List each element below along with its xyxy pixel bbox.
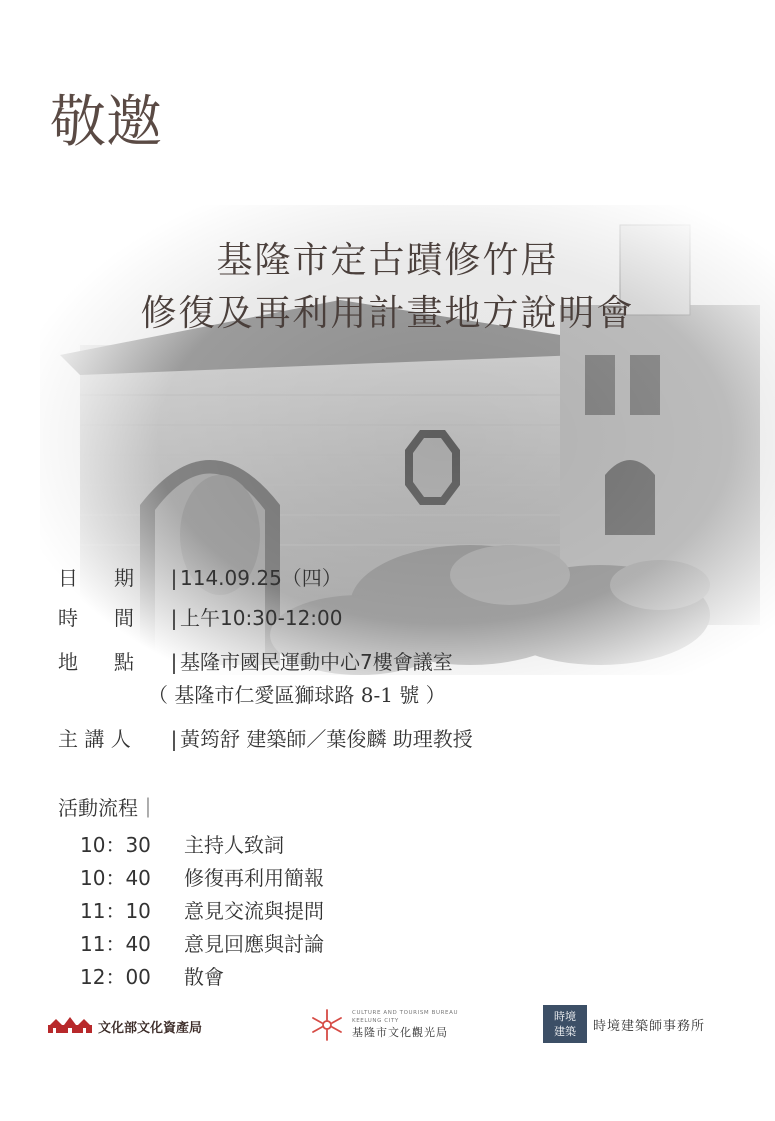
date-value: 114.09.25（四） [180, 566, 342, 590]
schedule-event: 意見回應與討論 [184, 932, 324, 956]
place-address: （ 基隆市仁愛區獅球路 8-1 號 ） [148, 683, 446, 707]
schedule-item [80, 863, 324, 893]
heritage-building-icon [48, 1016, 92, 1036]
time-value: 上午10:30-12:00 [180, 606, 343, 630]
date-label-b: 期 [114, 566, 134, 590]
bureau-english-city: KEELUNG CITY [352, 1018, 399, 1024]
bureau-chinese-name: 基隆市文化觀光局 [352, 1026, 448, 1039]
date-label-a: 日 [58, 566, 78, 590]
time-separator: | [170, 606, 178, 630]
schedule-time: 11：40 [80, 932, 151, 956]
place-separator: | [170, 650, 178, 674]
keelung-culture-bureau-logo [308, 1006, 458, 1044]
event-title-line-2: 修復及再利用計畫地方說明會 [140, 293, 635, 334]
place-value: 基隆市國民運動中心7樓會議室 [180, 650, 453, 674]
schedule-time: 12：00 [80, 965, 151, 989]
architect-firm-name: 時境建築師事務所 [593, 1018, 706, 1034]
time-label-a: 時 [58, 606, 78, 630]
time-label-b: 間 [114, 606, 134, 630]
schedule-item [80, 830, 284, 860]
schedule-item [80, 929, 324, 959]
architect-logo-box [543, 1005, 587, 1043]
speaker-row [58, 724, 473, 754]
architect-firm-logo [543, 1005, 705, 1043]
moc-logo-text: 文化部文化資產局 [98, 1020, 203, 1036]
place-label-b: 點 [114, 650, 134, 674]
schedule-time: 10：30 [80, 833, 151, 857]
schedule-item [80, 962, 224, 992]
speaker-separator: | [170, 727, 178, 751]
date-row [58, 563, 342, 593]
architect-logo-line-1: 時境 [554, 1010, 576, 1023]
schedule-title: 活動流程｜ [58, 796, 158, 820]
event-title-line-1: 基隆市定古蹟修竹居 [216, 240, 559, 281]
schedule-event: 意見交流與提問 [184, 899, 324, 923]
footer-logos [0, 1000, 775, 1060]
schedule-event: 散會 [184, 965, 224, 989]
bureau-star-icon [308, 1006, 346, 1044]
schedule-event: 修復再利用簡報 [184, 866, 324, 890]
moc-logo [48, 1016, 202, 1036]
time-row [58, 603, 343, 633]
speaker-value: 黃筠舒 建築師／葉俊麟 助理教授 [180, 727, 473, 751]
schedule-time: 10：40 [80, 866, 151, 890]
place-row [58, 647, 453, 677]
invite-heading: 敬邀 [50, 90, 162, 155]
schedule-time: 11：10 [80, 899, 151, 923]
date-separator: | [170, 566, 178, 590]
architect-logo-line-2: 建築 [554, 1025, 576, 1038]
place-label-a: 地 [58, 650, 78, 674]
bureau-english-name: CULTURE AND TOURISM BUREAU [352, 1010, 459, 1016]
schedule-event: 主持人致詞 [184, 833, 284, 857]
speaker-label: 主 講 人 [58, 727, 131, 751]
schedule-item [80, 896, 324, 926]
